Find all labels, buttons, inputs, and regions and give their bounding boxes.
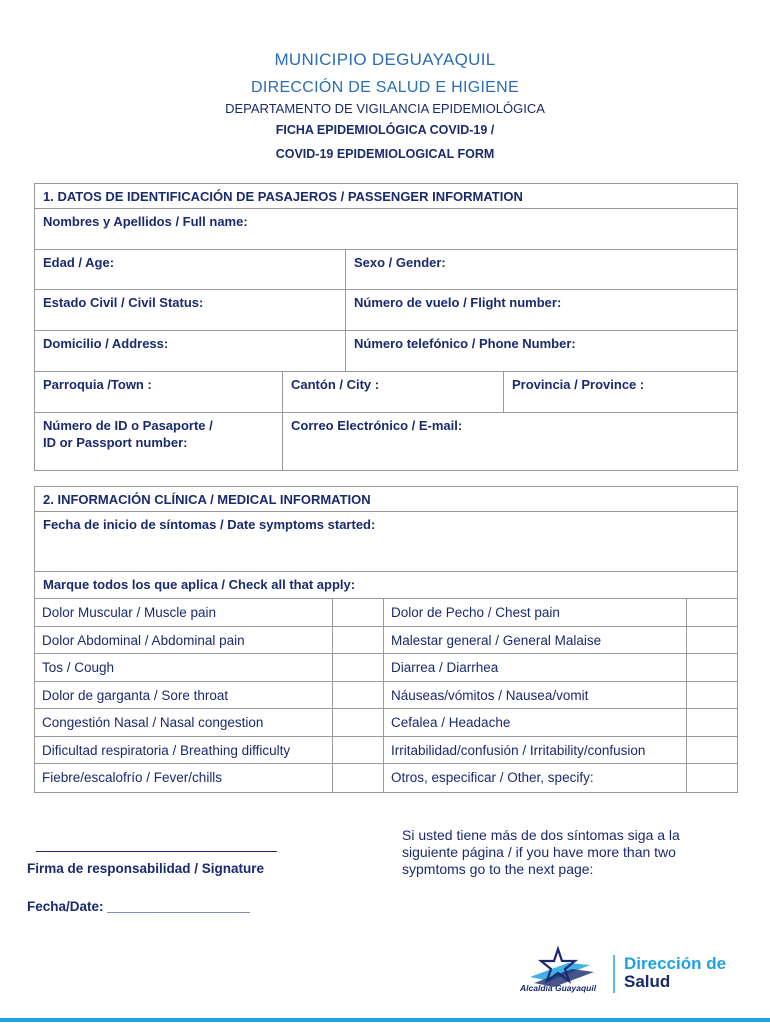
symptom-checkbox[interactable] bbox=[333, 627, 384, 654]
symptom-label: Otros, especificar / Other, specify: bbox=[384, 764, 687, 792]
email-field[interactable]: Correo Electrónico / E-mail: bbox=[291, 418, 463, 433]
municipality-title: MUNICIPIO DEGUAYAQUIL bbox=[274, 50, 496, 69]
health-department-logo bbox=[520, 945, 740, 1000]
symptom-row bbox=[35, 764, 737, 792]
symptom-checkbox[interactable] bbox=[687, 709, 737, 736]
symptom-checkbox[interactable] bbox=[333, 737, 384, 764]
gender-field[interactable]: Sexo / Gender: bbox=[354, 255, 446, 270]
subdepartment-title: DEPARTAMENTO DE VIGILANCIA EPIDEMIOLÓGICA bbox=[225, 101, 545, 116]
date-field[interactable]: Fecha/Date: ___________________ bbox=[27, 899, 250, 914]
symptom-checkbox[interactable] bbox=[333, 599, 384, 626]
symptom-checklist bbox=[35, 599, 737, 792]
symptom-label: Náuseas/vómitos / Nausea/vomit bbox=[384, 682, 687, 709]
age-field[interactable]: Edad / Age: bbox=[35, 250, 346, 289]
full-name-field[interactable]: Nombres y Apellidos / Full name: bbox=[43, 214, 248, 229]
next-page-note: Si usted tiene más de dos síntomas siga a la siguiente página / if you have more than two sypmtoms go to the next page: bbox=[402, 827, 680, 877]
bottom-accent-bar bbox=[0, 1018, 770, 1022]
symptom-checkbox[interactable] bbox=[687, 737, 737, 764]
symptom-label: Dolor Abdominal / Abdominal pain bbox=[35, 627, 333, 654]
symptom-label: Dolor de garganta / Sore throat bbox=[35, 682, 333, 709]
flight-number-field[interactable]: Número de vuelo / Flight number: bbox=[354, 295, 562, 310]
form-title-es: FICHA EPIDEMIOLÓGICA COVID-19 / bbox=[275, 123, 495, 137]
symptom-label: Dolor de Pecho / Chest pain bbox=[384, 599, 687, 626]
symptom-row bbox=[35, 737, 737, 765]
symptom-checkbox[interactable] bbox=[333, 764, 384, 792]
signature-label: Firma de responsabilidad / Signature bbox=[27, 861, 265, 876]
symptom-checkbox[interactable] bbox=[333, 682, 384, 709]
department-title: DIRECCIÓN DE SALUD E HIGIENE bbox=[250, 79, 519, 96]
salud-text: Salud bbox=[624, 972, 671, 991]
symptom-checkbox[interactable] bbox=[687, 764, 737, 792]
town-field[interactable]: Parroquia /Town : bbox=[35, 372, 283, 412]
symptom-label: Fiebre/escalofrío / Fever/chills bbox=[35, 764, 333, 792]
symptom-checkbox[interactable] bbox=[687, 654, 737, 681]
symptom-label: Congestión Nasal / Nasal congestion bbox=[35, 709, 333, 736]
symptom-label: Diarrea / Diarrhea bbox=[384, 654, 687, 681]
address-field[interactable]: Domicilio / Address: bbox=[35, 331, 346, 371]
direccion-text: Dirección de bbox=[624, 954, 727, 973]
symptom-label: Tos / Cough bbox=[35, 654, 333, 681]
symptom-row bbox=[35, 682, 737, 710]
symptom-checkbox[interactable] bbox=[687, 627, 737, 654]
section2-title: 2. INFORMACIÓN CLÍNICA / MEDICAL INFORMATION bbox=[43, 492, 371, 507]
symptom-checkbox[interactable] bbox=[333, 654, 384, 681]
symptom-checkbox[interactable] bbox=[687, 599, 737, 626]
passport-label-es: Número de ID o Pasaporte / bbox=[43, 418, 213, 433]
passport-label-en: ID or Passport number: bbox=[43, 435, 188, 450]
symptom-checkbox[interactable] bbox=[687, 682, 737, 709]
symptom-label: Malestar general / General Malaise bbox=[384, 627, 687, 654]
symptom-row bbox=[35, 599, 737, 627]
passport-field[interactable] bbox=[35, 413, 283, 470]
city-field[interactable]: Cantón / City : bbox=[283, 372, 504, 412]
symptom-start-date-field[interactable]: Fecha de inicio de síntomas / Date symptoms started: bbox=[43, 517, 376, 532]
symptom-row bbox=[35, 709, 737, 737]
symptom-label: Irritabilidad/confusión / Irritability/confusion bbox=[384, 737, 687, 764]
check-all-label: Marque todos los que aplica / Check all that apply: bbox=[43, 577, 356, 592]
phone-field[interactable]: Número telefónico / Phone Number: bbox=[354, 336, 576, 351]
symptom-row bbox=[35, 654, 737, 682]
symptom-row bbox=[35, 627, 737, 655]
passenger-info-section bbox=[34, 183, 738, 471]
section1-title: 1. DATOS DE IDENTIFICACIÓN DE PASAJEROS / PASSENGER INFORMATION bbox=[43, 189, 523, 204]
form-title-en: COVID-19 EPIDEMIOLOGICAL FORM bbox=[275, 147, 495, 161]
province-field[interactable]: Provincia / Province : bbox=[512, 377, 645, 392]
symptom-label: Dolor Muscular / Muscle pain bbox=[35, 599, 333, 626]
symptom-checkbox[interactable] bbox=[333, 709, 384, 736]
alcaldia-text: Alcaldía Guayaquil bbox=[520, 983, 597, 993]
signature-line[interactable] bbox=[36, 851, 277, 852]
symptom-label: Dificultad respiratoria / Breathing difficulty bbox=[35, 737, 333, 764]
civil-status-field[interactable]: Estado Civil / Civil Status: bbox=[35, 290, 346, 330]
medical-info-section bbox=[34, 486, 738, 793]
symptom-label: Cefalea / Headache bbox=[384, 709, 687, 736]
